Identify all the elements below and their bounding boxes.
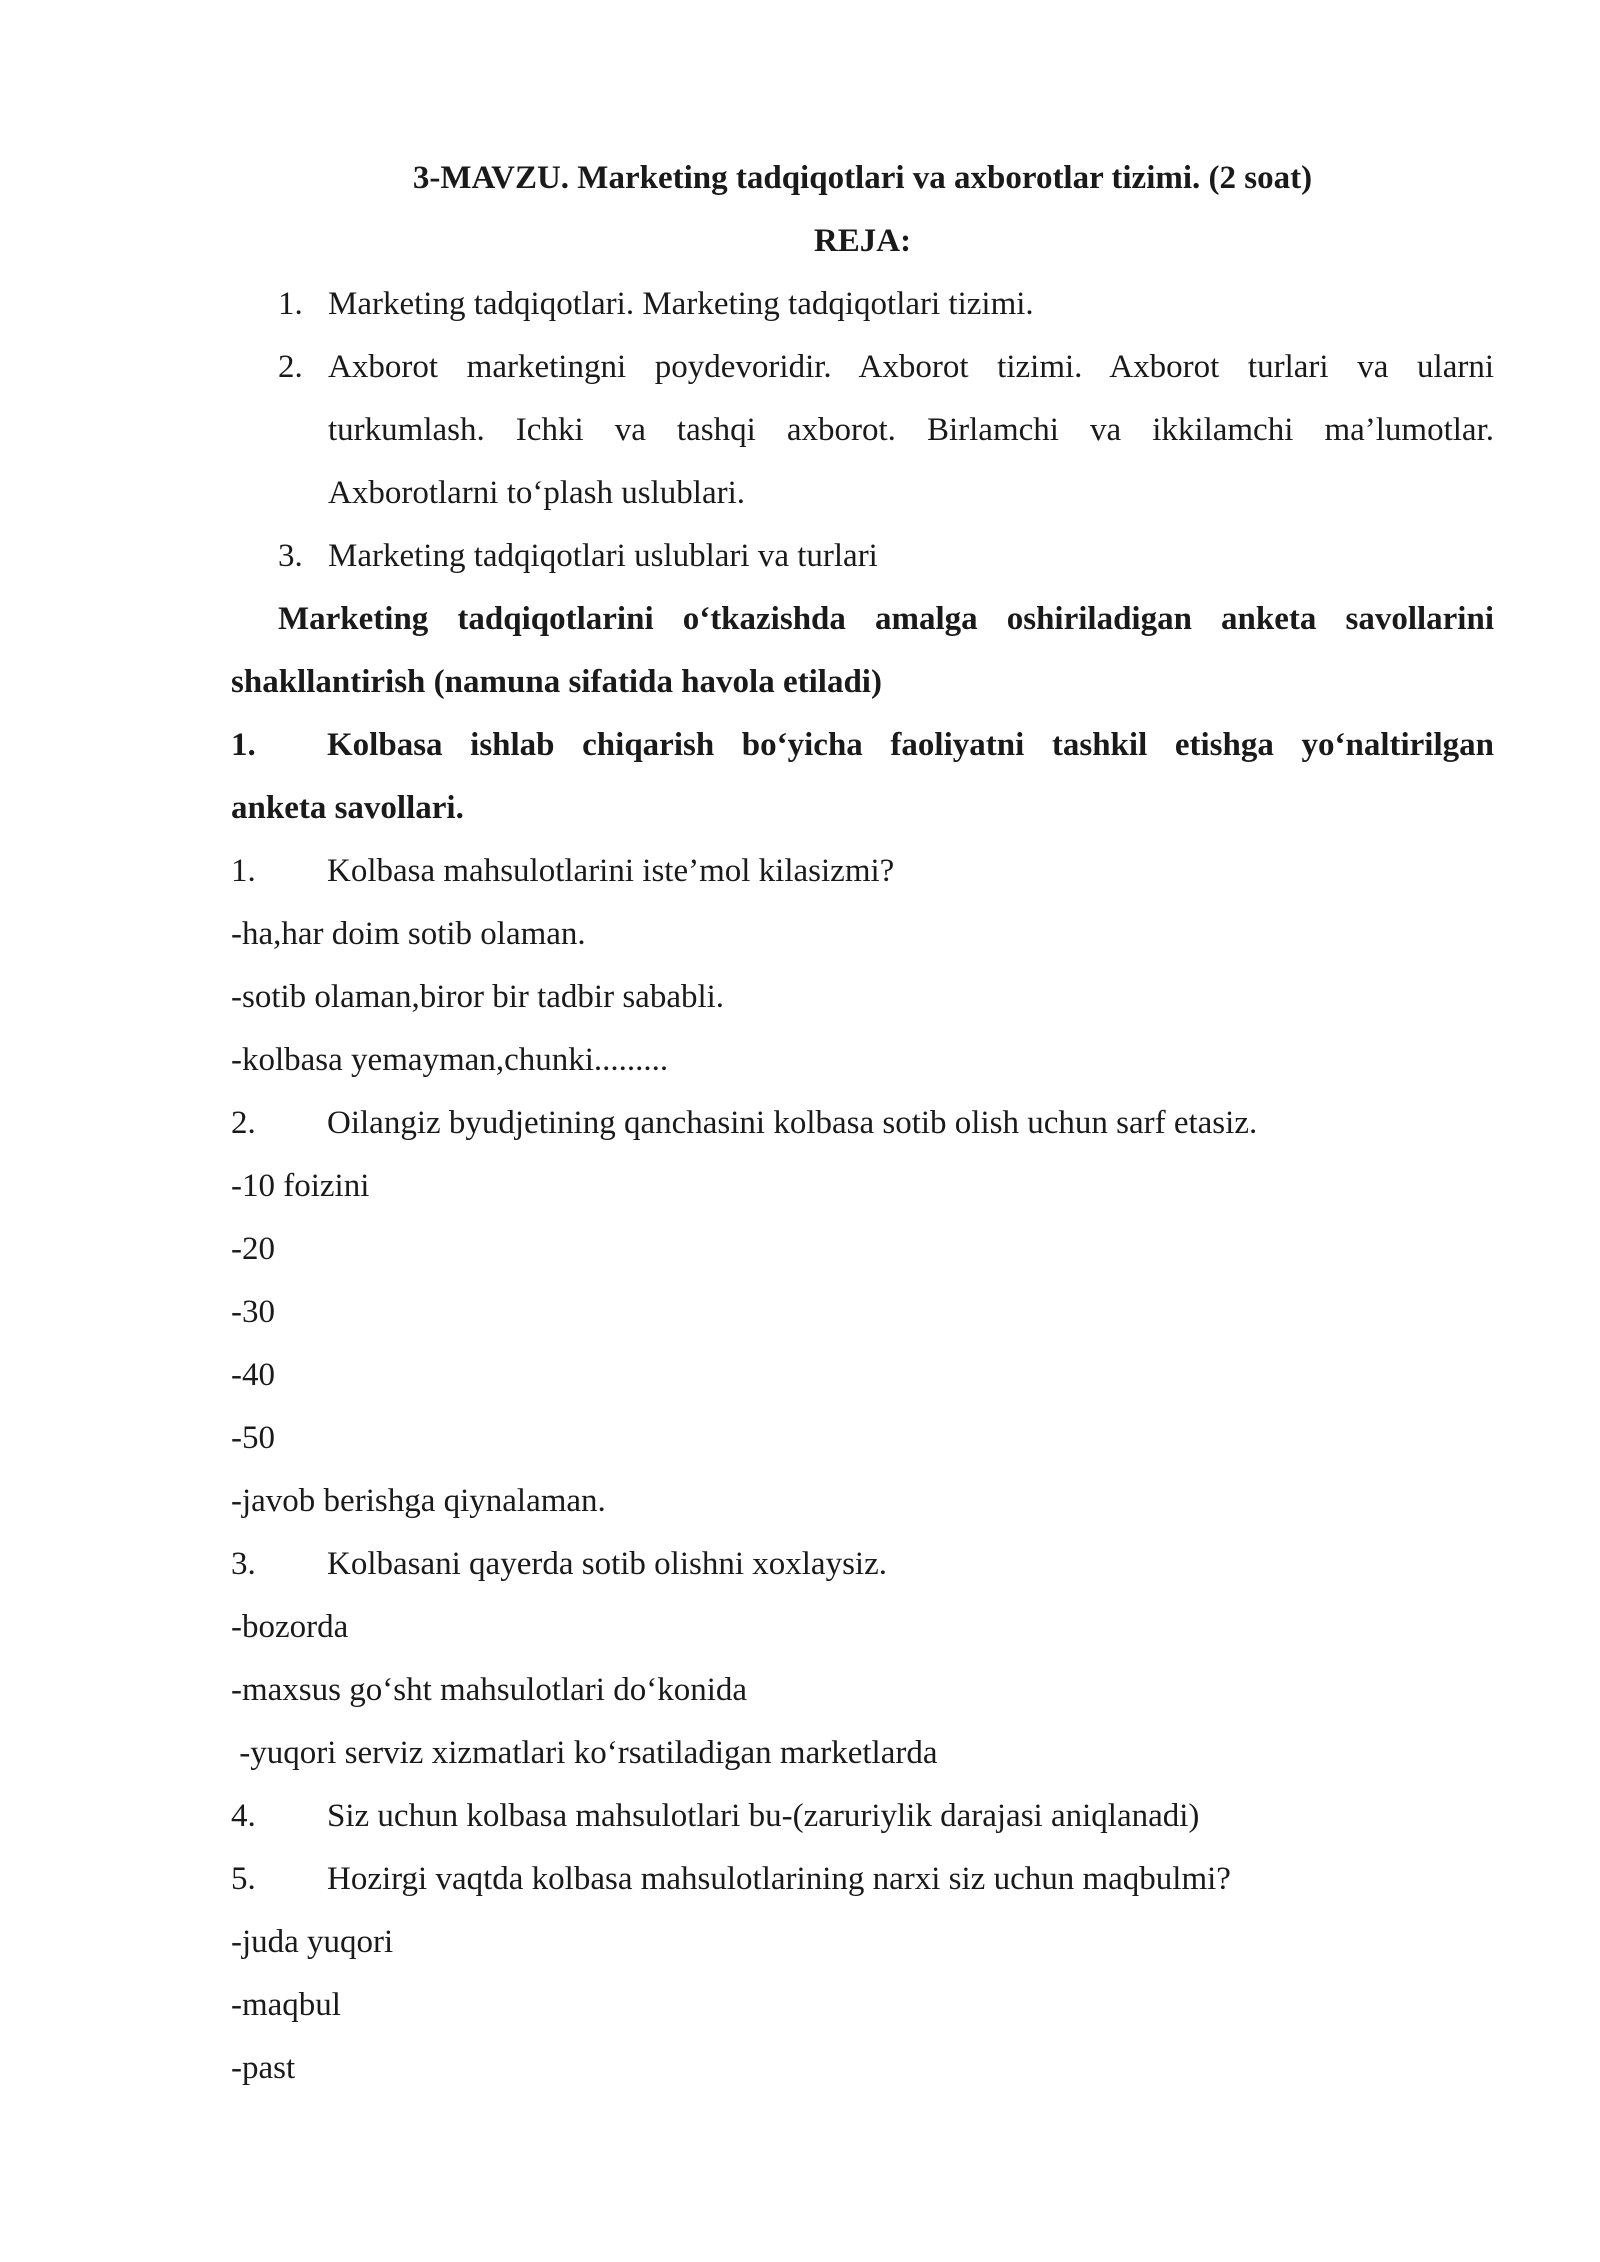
question-number: 2.	[231, 1105, 256, 1141]
section-heading-line: shakllantirish (namuna sifatida havola etiladi)	[231, 664, 882, 700]
plan-item	[231, 525, 1494, 588]
answer-option: -maqbul	[231, 1987, 341, 2023]
question-number: 1.	[231, 853, 256, 889]
plan-heading: REJA:	[813, 223, 912, 259]
answer-option: -past	[231, 2050, 296, 2086]
question	[231, 1785, 1494, 1848]
question-number: 5.	[231, 1861, 256, 1897]
answer-option: -juda yuqori	[231, 1924, 394, 1960]
answer-option: -50	[231, 1420, 275, 1456]
plan-item-text: Axborotlarni to‘plash uslublari.	[328, 475, 746, 511]
answer-option: -10 foizini	[231, 1168, 370, 1204]
question-text: Hozirgi vaqtda kolbasa mahsulotlarining narxi siz uchun maqbulmi?	[327, 1861, 1231, 1897]
question	[231, 1533, 1494, 1596]
plan-item-continuation	[231, 462, 1494, 525]
plan-item-number: 3.	[278, 538, 303, 574]
question-text: Oilangiz byudjetining qanchasini kolbasa sotib olish uchun sarf etasiz.	[327, 1105, 1258, 1141]
survey-number: 1.	[231, 727, 256, 763]
plan-item-continuation	[231, 399, 1494, 462]
plan-item-number: 2.	[278, 349, 303, 385]
document-page	[231, 147, 1494, 2100]
plan-item-text: turkumlash. Ichki va tashqi axborot. Birlamchi va ikkilamchi ma’lumotlar.	[328, 412, 1494, 448]
survey-heading-line: anketa savollari.	[231, 790, 464, 826]
answer-option: -kolbasa yemayman,chunki.........	[231, 1042, 669, 1078]
section-heading	[231, 588, 1494, 651]
question-number: 4.	[231, 1798, 256, 1834]
plan-item-text: Marketing tadqiqotlari uslublari va turlari	[328, 538, 878, 574]
question	[231, 840, 1494, 903]
answer-option: -javob berishga qiynalaman.	[231, 1483, 606, 1519]
answer-option: -bozorda	[231, 1609, 349, 1645]
question	[231, 1092, 1494, 1155]
question-text: Kolbasa mahsulotlarini iste’mol kilasizmi?	[327, 853, 895, 889]
answer-option: -ha,har doim sotib olaman.	[231, 916, 586, 952]
answer-option: -30	[231, 1294, 275, 1330]
answer-option: -maxsus go‘sht mahsulotlari do‘konida	[231, 1672, 748, 1708]
question-text: Kolbasani qayerda sotib olishni xoxlaysiz.	[327, 1546, 887, 1582]
plan-item-number: 1.	[278, 286, 303, 322]
answer-option: -20	[231, 1231, 275, 1267]
section-heading-line: Marketing tadqiqotlarini o‘tkazishda amalga oshiriladigan anketa savollarini	[278, 601, 1494, 637]
plan-item-text: Marketing tadqiqotlari. Marketing tadqiqotlari tizimi.	[328, 286, 1034, 322]
question	[231, 1848, 1494, 1911]
page-title: 3-MAVZU. Marketing tadqiqotlari va axborotlar tizimi. (2 soat)	[412, 160, 1313, 196]
plan-item	[231, 273, 1494, 336]
question-number: 3.	[231, 1546, 256, 1582]
answer-option: -40	[231, 1357, 275, 1393]
answer-option: -sotib olaman,biror bir tadbir sababli.	[231, 979, 725, 1015]
question-text: Siz uchun kolbasa mahsulotlari bu-(zaruriylik darajasi aniqlanadi)	[327, 1798, 1200, 1834]
plan-item	[231, 336, 1494, 399]
survey-heading	[231, 714, 1494, 777]
survey-heading-line: Kolbasa ishlab chiqarish bo‘yicha faoliyatni tashkil etishga yo‘naltirilgan	[327, 727, 1494, 763]
plan-item-text: Axborot marketingni poydevoridir. Axborot tizimi. Axborot turlari va ularni	[328, 349, 1494, 385]
answer-option: -yuqori serviz xizmatlari ko‘rsatiladigan marketlarda	[231, 1735, 938, 1771]
